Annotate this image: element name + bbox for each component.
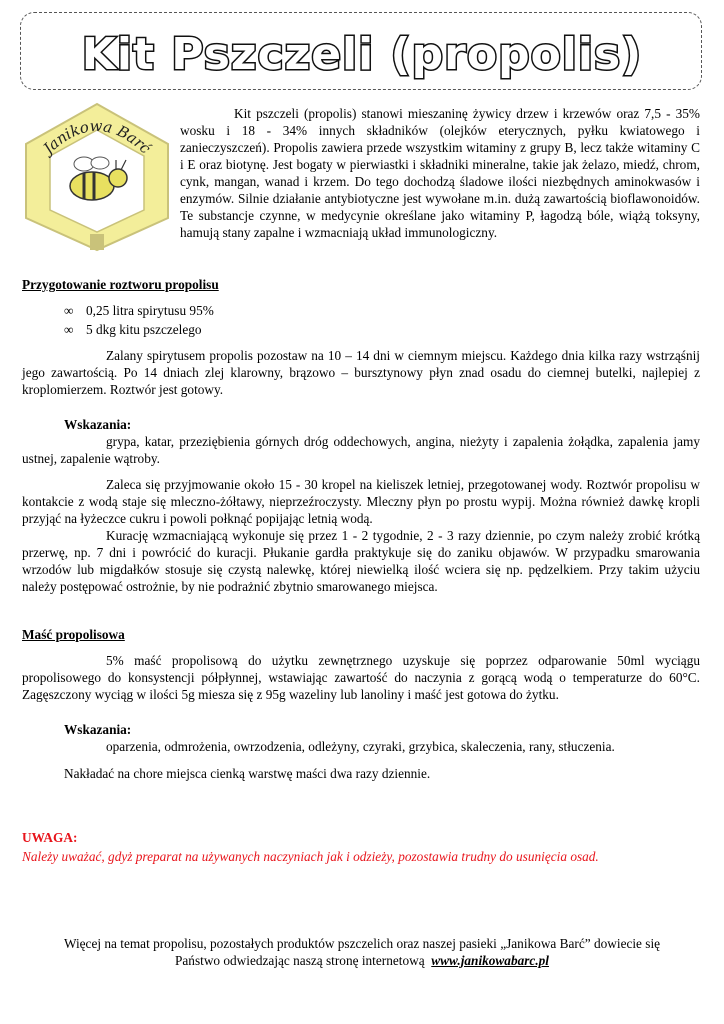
indications-label: Wskazania:: [64, 417, 132, 432]
course-paragraph: Kurację wzmacniającą wykonuje się przez 1 - 2 tygodnie, 2 - 3 razy dziennie, po czym należy zrobić krótką przerwę, np. 7 dni i powrócić do kuracji. Płukanie gardła praktykuje się do zaniku objawów. W przypadku smarowania wrzodów lub migdałków stosuje się czystą nalewkę, której niewielką ilość wciera się np. pędzelkiem. Przy takim użyciu należy postępować ostrożnie, by nie podrażnić zbytnio smarowanego miejsca.: [22, 528, 700, 594]
ingredient-list: [22, 302, 700, 338]
ointment-indications-text: oparzenia, odmrożenia, owrzodzenia, odleżyny, czyraki, grzybica, skaleczenia, rany, stłuczenia.: [106, 739, 615, 754]
indications-text: grypa, katar, przeziębienia górnych dróg oddechowych, angina, nieżyty i zapalenia żołądka, zapalenia jamy ustnej, zapalenie wątroby.: [22, 434, 700, 466]
list-item: [64, 302, 700, 319]
warning-title: UWAGA:: [22, 830, 78, 845]
intro-paragraph: [180, 105, 700, 241]
intro-text: Kit pszczeli (propolis) stanowi mieszaninę żywicy drzew i krzewów oraz 7,5 - 35% wosku i 18 - 34% innych składników (olejków eterycznych, pyłku kwiatowego i zanieczyszczeń). Propolis zawiera przede wszystkim witaminy z grupy B, lecz także witaminy C i E oraz biotynę. Jest bogaty w pierwiastki i składniki mineralne, takie jak żelazo, miedź, chrom, cynk, mangan, wanad i krzem. Do tego dochodzą śladowe ilości niezbędnych aminokwasów i enzymów. Silnie działanie antybiotyczne jest wywołane m.in. dużą zawartością bioflawonoidów. Te substancje czynne, w medycynie określane jako witaminy P, łagodzą bóle, wiążą toksyny, hamują stany zapalne i wzmacniają układ immunologiczny.: [180, 106, 700, 240]
infinity-bullet-icon: ∞: [64, 303, 74, 318]
logo-base: [90, 234, 104, 250]
title-graphic: [21, 13, 703, 91]
infinity-bullet-icon: ∞: [64, 322, 74, 337]
footer-line-1: Więcej na temat propolisu, pozostałych produktów pszczelich oraz naszej pasieki „Janikowa Barć” dowiecie się: [63, 936, 661, 951]
janikowa-barc-logo: [22, 100, 172, 252]
list-item: [64, 321, 700, 338]
page-title: Kit Pszczeli (propolis): [81, 29, 643, 80]
ingredient-text: 5 dkg kitu pszczelego: [86, 322, 202, 337]
logo-text: Janikowa Barć: [39, 116, 155, 158]
prep-paragraph: Zalany spirytusem propolis pozostaw na 10 – 14 dni w ciemnym miejscu. Każdego dnia kilka razy wstrząśnij jego zawartością. Po 14 dniach zlej klarowny, brązowo – bursztynowy płyn znad osadu do ciemnej butelki, najlepiej z kroplomierzem. Roztwór jest gotowy.: [22, 348, 700, 397]
footer-line-2: [22, 952, 702, 969]
ointment-indications-label: Wskazania:: [64, 722, 132, 737]
title-banner: [20, 12, 702, 90]
website-link[interactable]: www.janikowabarc.pl: [431, 953, 549, 968]
ingredient-text: 0,25 litra spirytusu 95%: [86, 303, 214, 318]
usage-paragraph: Zaleca się przyjmowanie około 15 - 30 kropel na kieliszek letniej, przegotowanej wody. Roztwór propolisu w kontakcie z wodą staje się mleczno-żółtawy, nieprzeźroczysty. Mleczny płyn po prostu wypij. Można również dawkę kropli przyjąć na łyżeczce cukru i powoli połknąć popijając letnią wodą.: [22, 477, 700, 526]
section-ointment: [22, 626, 700, 782]
ointment-usage: Nakładać na chore miejsca cienką warstwę maści dwa razy dziennie.: [64, 766, 431, 781]
footer-line-2-text: Państwo odwiedzając naszą stronę internetową: [175, 953, 425, 968]
section-heading-preparation: Przygotowanie roztworu propolisu: [22, 277, 219, 292]
ointment-prep-paragraph: 5% maść propolisową do użytku zewnętrznego uzyskuje się poprzez odparowanie 50ml wyciągu propolisowego do konsystencji półpłynnej, wstawiając zawartość do naczynia z gorącą wodą o temperaturze do 60°C. Zagęszczony wyciąg w ilości 5g miesza się z 95g wazeliny lub lanoliny i maść jest gotowa do żytku.: [22, 653, 700, 702]
warning-text: Należy uważać, gdyż preparat na używanych naczyniach jak i odzieży, pozostawia trudny do usunięcia osad.: [22, 849, 599, 864]
warning-box: [22, 829, 700, 865]
footer: [22, 935, 702, 969]
section-heading-ointment: Maść propolisowa: [22, 627, 125, 642]
section-preparation: [22, 276, 700, 595]
